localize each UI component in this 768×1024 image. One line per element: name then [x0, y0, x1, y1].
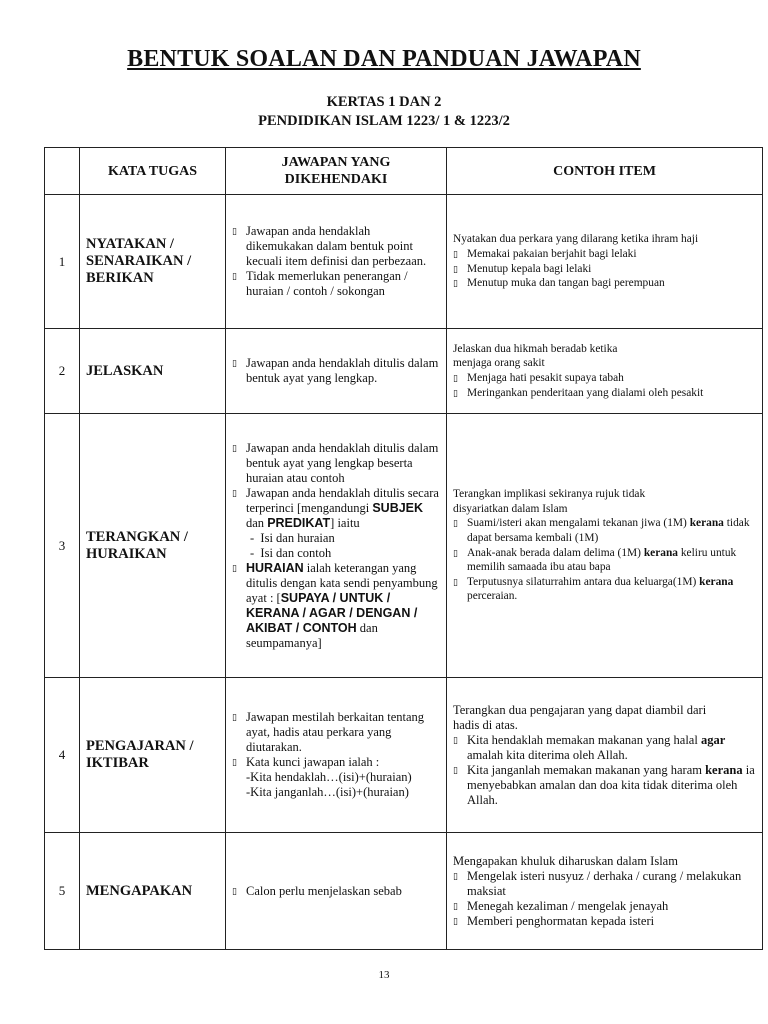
list-item: ▯ Meringankan penderitaan yang dialami oleh pesakit [453, 386, 756, 401]
contoh-cell [447, 414, 763, 678]
contoh-question: Mengapakan khuluk diharuskan dalam Islam [453, 853, 678, 868]
sub-item: - Isi dan contoh [250, 545, 332, 560]
kata-tugas: PENGAJARAN / IKTIBAR [80, 678, 226, 833]
list-item: ▯ Jawapan anda hendaklah ditulis dalam bentuk ayat yang lengkap beserta huraian atau contoh [232, 441, 440, 486]
subtitle-subject: PENDIDIKAN ISLAM 1223/ 1 & 1223/2 [258, 113, 510, 129]
kata-tugas: NYATAKAN / SENARAIKAN / BERIKAN [80, 195, 226, 329]
row-number: 1 [45, 195, 80, 329]
sub-item: - Isi dan huraian [250, 530, 335, 545]
list-item [232, 561, 440, 651]
keyword-agar: agar [700, 732, 726, 747]
keyword-huraian: HURAIAN [246, 560, 304, 575]
keyword-list: SUPAYA / UNTUK / KERANA / AGAR / DENGAN / AKIBAT / CONTOH [246, 590, 418, 635]
list-item: ▯ Menutup muka dan tangan bagi perempuan [453, 276, 756, 291]
table-row [45, 833, 763, 950]
keyword-subjek: SUBJEK [372, 500, 424, 515]
contoh-cell [447, 678, 763, 833]
keyword-kerana: kerana [643, 546, 678, 559]
sub-item: -Kita hendaklah…(isi)+(huraian) [246, 770, 412, 784]
list-item: ▯ Kita janganlah memakan makanan yang haram kerana ia menyebabkan amalan dan doa kita tidak diterima oleh Allah. [453, 763, 756, 808]
jawapan-cell [226, 678, 447, 833]
keyword-predikat: PREDIKAT [267, 515, 331, 530]
list-item: ▯ Tidak memerlukan penerangan / huraian / contoh / sokongan [232, 269, 440, 299]
list-item: ▯ Terputusnya silaturrahim antara dua keluarga(1M) kerana perceraian. [453, 575, 756, 604]
list-item: ▯ Anak-anak berada dalam delima (1M) kerana keliru untuk memilih samaada ibu atau bapa [453, 546, 756, 575]
list-item: ▯ Jawapan mestilah berkaitan tentang ayat, hadis atau perkara yang diutarakan. [232, 710, 440, 755]
keyword-kerana: kerana [705, 762, 743, 777]
jawapan-cell [226, 195, 447, 329]
kata-tugas: MENGAPAKAN [80, 833, 226, 950]
contoh-cell [447, 329, 763, 414]
contoh-question: Terangkan dua pengajaran yang dapat diambil dari hadis di atas. [453, 702, 707, 732]
list-item: ▯ Menegah kezaliman / mengelak jenayah [453, 899, 756, 914]
kata-tugas: JELASKAN [80, 329, 226, 414]
row-number: 3 [45, 414, 80, 678]
table-row [45, 678, 763, 833]
list-item: ▯ Menjaga hati pesakit supaya tabah [453, 371, 756, 386]
list-item: ▯ Memakai pakaian berjahit bagi lelaki [453, 247, 756, 262]
contoh-question: Nyatakan dua perkara yang dilarang ketika ihram haji [453, 233, 699, 246]
table-row [45, 329, 763, 414]
header-contoh: CONTOH ITEM [447, 148, 763, 195]
list-item: ▯ Menutup kepala bagi lelaki [453, 262, 756, 277]
contoh-cell [447, 195, 763, 329]
text: dan [246, 515, 265, 530]
list-item: ▯ Jawapan anda hendaklah ditulis dalam bentuk ayat yang lengkap. [232, 356, 440, 386]
list-item: ▯ Mengelak isteri nusyuz / derhaka / curang / melakukan maksiat [453, 869, 756, 899]
header-jawapan: JAWAPAN YANG DIKEHENDAKI [226, 148, 447, 195]
list-item: ▯ Suami/isteri akan mengalami tekanan jiwa (1M) kerana tidak dapat bersama kembali (1M) [453, 516, 756, 545]
row-number: 4 [45, 678, 80, 833]
row-number: 2 [45, 329, 80, 414]
guide-table [44, 147, 763, 950]
header-number [45, 148, 80, 195]
sub-item: -Kita janganlah…(isi)+(huraian) [246, 785, 409, 799]
keyword-kerana: kerana [689, 517, 724, 530]
table-header-row [45, 148, 763, 195]
header-kata-tugas: KATA TUGAS [80, 148, 226, 195]
list-item: ▯ Calon perlu menjelaskan sebab [232, 884, 440, 899]
table-row [45, 414, 763, 678]
list-item: ▯ Kata kunci jawapan ialah : [232, 755, 440, 770]
list-item: ▯ Kita hendaklah memakan makanan yang halal agar amalah kita diterima oleh Allah. [453, 733, 756, 763]
contoh-cell [447, 833, 763, 950]
list-item [232, 486, 440, 531]
table-row [45, 195, 763, 329]
jawapan-cell [226, 414, 447, 678]
list-item: ▯ Memberi penghormatan kepada isteri [453, 914, 756, 929]
subtitle-paper: KERTAS 1 DAN 2 [326, 94, 442, 110]
list-item: ▯ Jawapan anda hendaklah dikemukakan dalam bentuk point kecuali item definisi dan perbezaan. [232, 224, 440, 269]
text: ] iaitu [330, 515, 360, 530]
text: Jawapan anda hendaklah ditulis secara terperinci [mengandungi [246, 485, 439, 515]
kata-tugas: TERANGKAN / HURAIKAN [80, 414, 226, 678]
contoh-question: Jelaskan dua hikmah beradab ketika menjaga orang sakit [453, 342, 618, 370]
keyword-kerana: kerana [699, 575, 734, 588]
row-number: 5 [45, 833, 80, 950]
text: dan seumpamanya] [246, 620, 378, 650]
jawapan-cell [226, 833, 447, 950]
text: ialah keterangan yang ditulis dengan kata sendi penyambung ayat : [ [246, 560, 438, 605]
jawapan-cell [226, 329, 447, 414]
page-number: 13 [378, 969, 390, 981]
contoh-question: Terangkan implikasi sekiranya rujuk tidak disyariatkan dalam Islam [453, 488, 646, 515]
page-title: BENTUK SOALAN DAN PANDUAN JAWAPAN [127, 46, 641, 72]
